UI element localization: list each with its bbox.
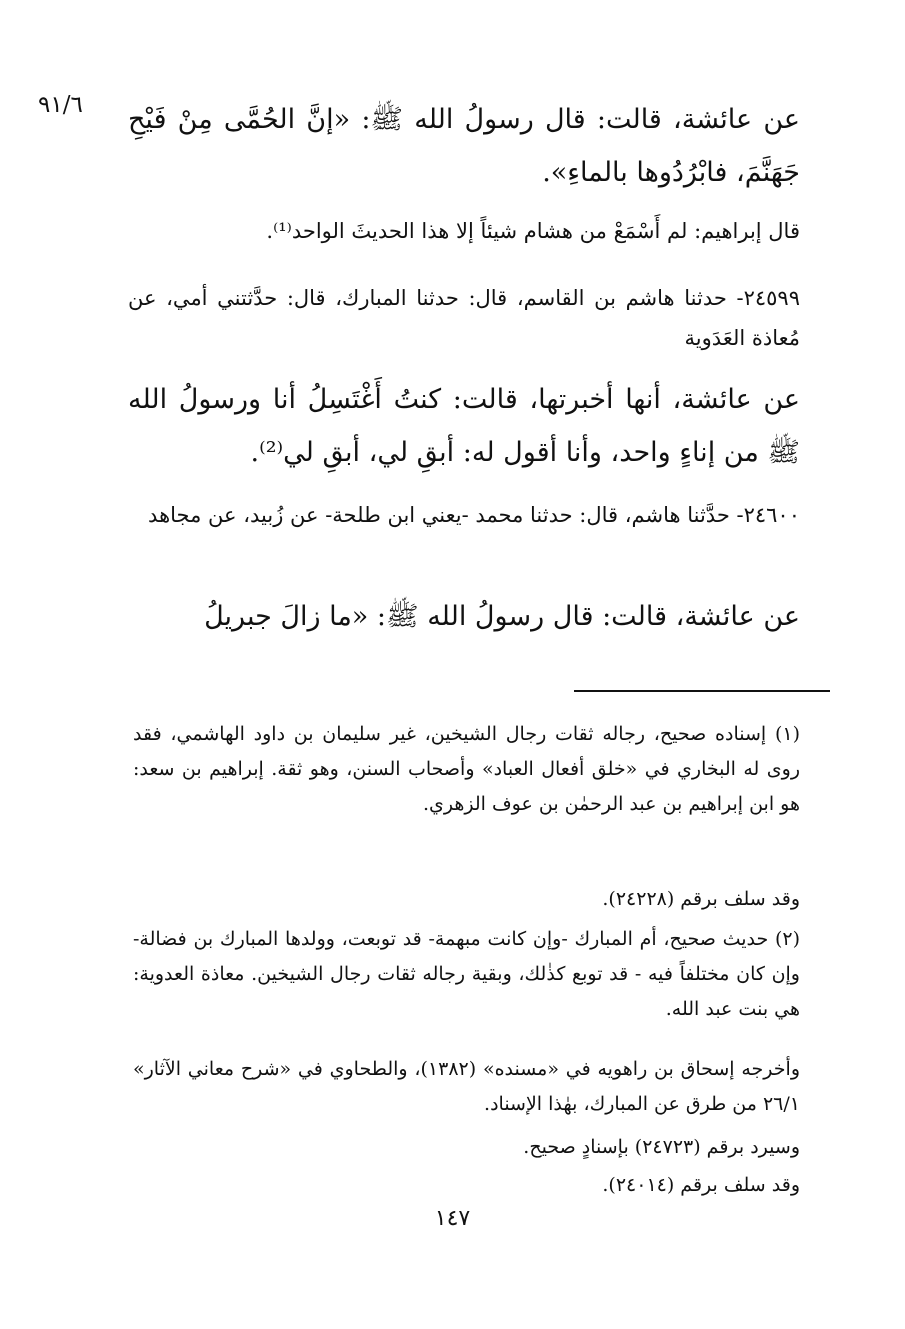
footnote-1: (١) إسناده صحيح، رجاله ثقات رجال الشيخين، غير سليمان بن داود الهاشمي، فقد روى له البخاري في «خلق أفعال العباد» وأصحاب السنن، وهو ثقة. إبراهيم بن سعد: هو ابن إبراهيم بن عبد الرحمٰن بن عوف الزهري. [133,723,800,815]
footnote-1-cross-reference: وقد سلف برقم (٢٤٢٢٨). [602,888,800,910]
hadith-text-1: عن عائشة، قالت: قال رسولُ الله ﷺ: «إنَّ الحُمَّى مِنْ فَيْحِ جَهَنَّمَ، فابْرُدُوها بالماءِ». [128,104,800,188]
hadith-text-3: عن عائشة، قالت: قال رسولُ الله ﷺ: «ما زالَ جبريلُ [204,601,800,632]
footnote-divider [574,690,830,692]
footnote-2: (٢) حديث صحيح، أم المبارك -وإن كانت مبهمة- قد توبعت، وولدها المبارك بن فضالة- وإن كان مختلفاً فيه - قد توبع كذٰلك، وبقية رجاله ثقات رجال الشيخين. معاذة العدوية: هي بنت عبد الله. [133,928,800,1020]
isnad-24600: ٢٤٦٠٠- حدَّثنا هاشم، قال: حدثنا محمد -يعني ابن طلحة- عن زُبيد، عن مجاهد [148,503,800,527]
hadith-text-2: عن عائشة، أنها أخبرتها، قالت: كنتُ أَغْتَسِلُ أنا ورسولُ الله ﷺ من إناءٍ واحد، وأنا أقول له: أبقِ لي، أبقِ لي⁽²⁾. [128,384,800,468]
footnote-2-takhrij: وأخرجه إسحاق بن راهويه في «مسنده» (١٣٨٢)، والطحاوي في «شرح معاني الآثار» ٢٦/١ من طرق عن المبارك، بهٰذا الإسناد. [133,1058,800,1115]
page-number: ١٤٧ [434,1206,471,1231]
footnote-2-cross-reference: وقد سلف برقم (٢٤٠١٤). [602,1174,800,1196]
footnote-2-forward-reference: وسيرد برقم (٢٤٧٢٣) بإسنادٍ صحيح. [523,1136,800,1158]
margin-reference: ٩١/٦ [38,92,83,118]
isnad-24599: ٢٤٥٩٩- حدثنا هاشم بن القاسم، قال: حدثنا المبارك، قال: حدَّثتني أمي، عن مُعاذة العَدَوية [128,286,800,350]
narrator-note: قال إبراهيم: لم أَسْمَعْ من هشام شيئاً إلا هذا الحديثَ الواحد⁽¹⁾. [266,219,800,243]
